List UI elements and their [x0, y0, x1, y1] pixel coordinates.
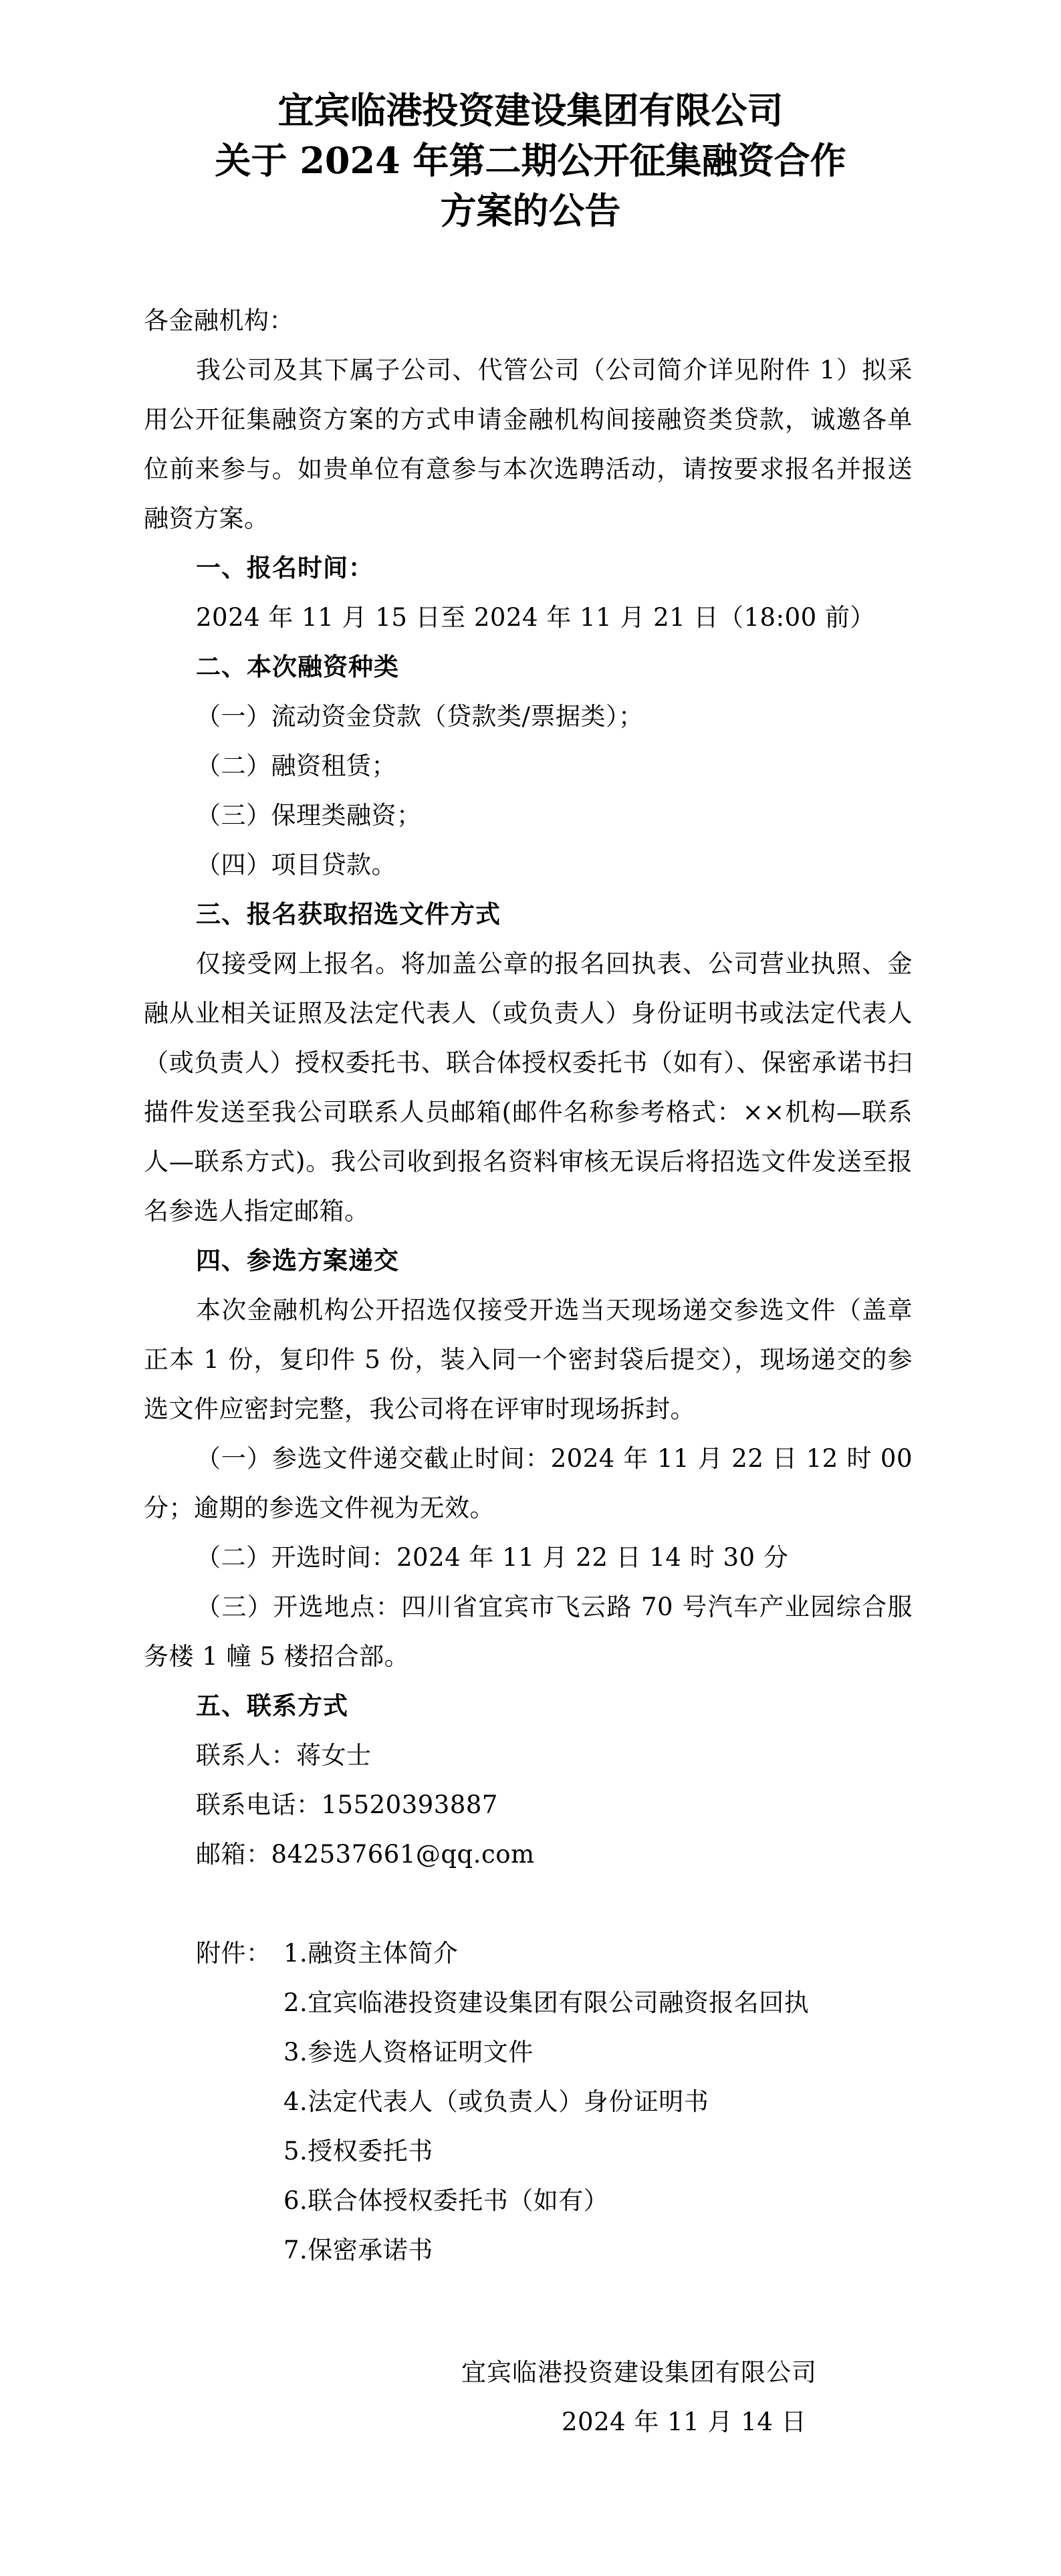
section-1-heading: 一、报名时间： [196, 554, 374, 582]
attachment-item: 4.法定代表人（或负责人）身份证明书 [283, 2087, 709, 2116]
attachment-item: 3.参选人资格证明文件 [283, 2038, 534, 2067]
title-line-1: 宜宾临港投资建设集团有限公司 [277, 89, 784, 132]
section-4-item: （一）参选文件递交截止时间：2024 年 11 月 22 日 12 时 00 分；逾期的参选文件视为无效。 [144, 1444, 913, 1522]
section-2-item: （一）流动资金贷款（贷款类/票据类）； [196, 702, 644, 731]
section-4-heading: 四、参选方案递交 [196, 1246, 399, 1275]
signature-date: 2024 年 11 月 14 日 [562, 2408, 807, 2436]
intro-paragraph: 我公司及其下属子公司、代管公司（公司简介详见附件 1）拟采用公开征集融资方案的方式申请金融机构间接融资类贷款，诚邀各单位前来参与。如贵单位有意参与本次选聘活动，请按要求报名并报送融资方案。 [144, 356, 913, 533]
attachment-item: 6.联合体授权委托书（如有） [283, 2186, 609, 2215]
attachment-row [144, 2176, 913, 2226]
attachment-row [144, 2077, 913, 2127]
attachment-item: 2.宜宾临港投资建设集团有限公司融资报名回执 [283, 1988, 810, 2017]
section-1-text: 2024 年 11 月 15 日至 2024 年 11 月 21 日（18:00 前） [196, 603, 875, 632]
title-line-3: 方案的公告 [440, 189, 621, 232]
salutation: 各金融机构： [144, 306, 294, 335]
title-line-2: 关于 2024 年第二期公开征集融资合作 [215, 139, 846, 182]
section-4-text: 本次金融机构公开招选仅接受开选当天现场递交参选文件（盖章正本 1 份，复印件 5 份，装入同一个密封袋后提交），现场递交的参选文件应密封完整，我公司将在评审时现场拆封。 [144, 1296, 913, 1423]
attachment-row [144, 2226, 913, 2275]
section-3-heading: 三、报名获取招选文件方式 [196, 900, 501, 929]
section-3-text: 仅接受网上报名。将加盖公章的报名回执表、公司营业执照、金融从业相关证照及法定代表人（或负责人）身份证明书或法定代表人（或负责人）授权委托书、联合体授权委托书（如有）、保密承诺书扫描件发送至我公司联系人员邮箱(邮件名称参考格式：××机构—联系人—联系方式)。我公司收到报名资料审核无误后将招选文件发送至报名参选人指定邮箱。 [144, 949, 913, 1225]
contact-email: 邮箱：842537661@qq.com [196, 1840, 535, 1869]
attachments-label: 附件： [196, 1939, 271, 1968]
section-2-item: （三）保理类融资； [196, 801, 422, 830]
section-5-heading: 五、联系方式 [196, 1691, 348, 1720]
section-2-item: （二）融资租赁； [196, 751, 396, 780]
section-2-item: （四）项目贷款。 [196, 850, 396, 879]
attachment-item: 1.融资主体简介 [283, 1939, 459, 1968]
attachment-row [144, 1929, 913, 1978]
document-body [144, 296, 913, 2275]
attachment-row [144, 2028, 913, 2077]
contact-phone: 联系电话：15520393887 [196, 1790, 498, 1819]
attachment-item: 5.授权委托书 [283, 2137, 433, 2165]
signature-organization: 宜宾临港投资建设集团有限公司 [461, 2358, 817, 2387]
spacer [144, 1879, 913, 1929]
section-2-heading: 二、本次融资种类 [196, 653, 399, 681]
attachment-row [144, 2127, 913, 2176]
section-4-item: （二）开选时间：2024 年 11 月 22 日 14 时 30 分 [196, 1543, 789, 1572]
attachment-item: 7.保密承诺书 [283, 2236, 433, 2264]
contact-person: 联系人：蒋女士 [196, 1741, 372, 1770]
attachment-row [144, 1978, 913, 2028]
section-4-item: （三）开选地点：四川省宜宾市飞云路 70 号汽车产业园综合服务楼 1 幢 5 楼招合部。 [144, 1593, 913, 1671]
